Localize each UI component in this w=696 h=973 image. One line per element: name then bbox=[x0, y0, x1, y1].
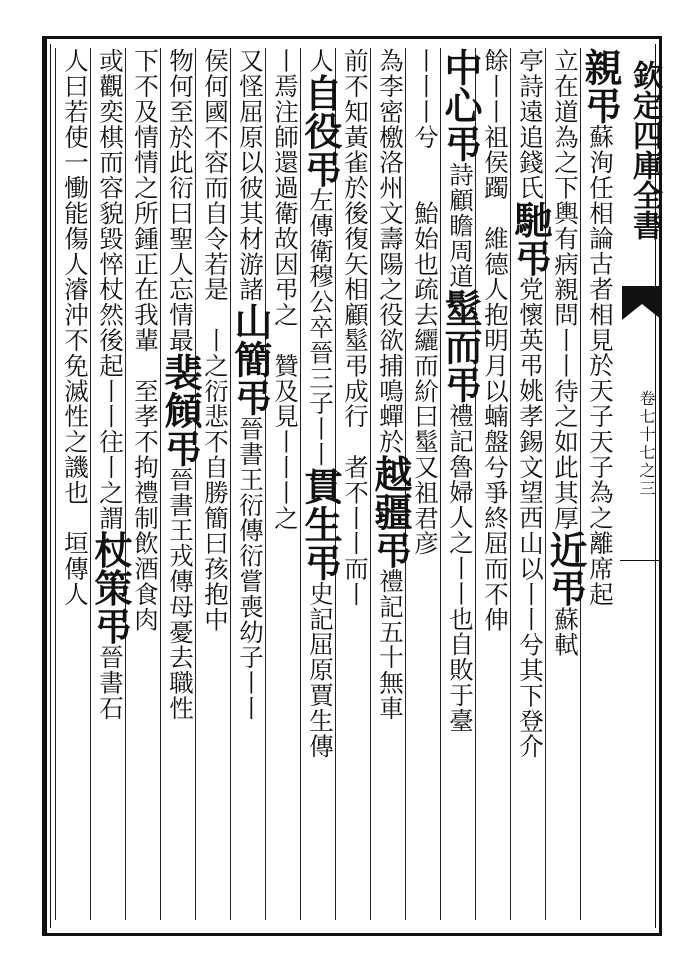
heading-character: 馳 bbox=[508, 200, 553, 239]
text-column bbox=[125, 48, 160, 920]
text-column bbox=[368, 48, 413, 920]
text-run: 禮記魯婦人之丨丨也自敗于臺 bbox=[446, 403, 475, 734]
column-text bbox=[298, 48, 343, 920]
column-text bbox=[88, 48, 133, 920]
text-column bbox=[228, 48, 273, 920]
text-column bbox=[438, 48, 483, 920]
margin-divider bbox=[620, 560, 660, 561]
text-run: 晉書石 bbox=[96, 644, 125, 721]
column-text bbox=[578, 48, 623, 920]
column-text bbox=[338, 48, 373, 920]
heading-character: 策 bbox=[88, 568, 133, 607]
heading-character: 生 bbox=[298, 504, 343, 543]
text-run: 前不知黃雀於後復矢相顧髽弔成行 者不丨丨而丨 bbox=[341, 48, 370, 607]
text-run: 晉書王戎傳母憂去職性 bbox=[166, 466, 195, 721]
text-column bbox=[298, 48, 343, 920]
heading-character: 弔 bbox=[88, 606, 133, 645]
column-text bbox=[543, 48, 588, 920]
text-run: 或觀奕棋而容貌毀悴杖然後起丨丨往丨之謂 bbox=[96, 48, 125, 531]
heading-character: 弔 bbox=[543, 568, 588, 607]
column-text bbox=[408, 48, 443, 920]
text-run: 下不及情情之所鍾正在我輩 至孝不拘禮制飲酒食肉 bbox=[131, 48, 160, 633]
heading-character: 弔 bbox=[298, 542, 343, 581]
text-run: 禮記五十無車 bbox=[376, 568, 405, 721]
fishtail-ornament bbox=[622, 286, 662, 320]
text-column bbox=[55, 48, 90, 920]
book-title: 欽定四庫全書 bbox=[627, 60, 662, 240]
text-run: 丨焉注師還過衛故因弔之 贊及見丨丨丨之 bbox=[271, 48, 300, 531]
heading-character: 杖 bbox=[88, 530, 133, 569]
heading-character: 親 bbox=[578, 48, 623, 86]
heading-character: 弔 bbox=[508, 238, 553, 277]
text-run: 晉書王衍傳衍嘗喪幼子丨丨 bbox=[236, 416, 265, 721]
text-run: 亭詩遠追錢氏 bbox=[516, 48, 545, 201]
heading-character: 簡 bbox=[228, 340, 273, 378]
heading-character: 自 bbox=[298, 73, 343, 112]
heading-character: 裴 bbox=[158, 352, 203, 391]
text-run: 丨丨丨兮 鮐始也疏去纚而紒曰髽又祖君彦 bbox=[411, 48, 440, 556]
text-column bbox=[543, 48, 588, 920]
column-text bbox=[438, 48, 483, 920]
heading-character: 弔 bbox=[298, 149, 343, 188]
heading-character: 中 bbox=[438, 48, 483, 86]
text-column bbox=[158, 48, 203, 920]
heading-character: 役 bbox=[298, 111, 343, 150]
column-text bbox=[58, 48, 93, 920]
text-run: 人曰若使一慟能傷人濬沖不免滅性之譏也 垣傳人 bbox=[61, 48, 90, 607]
heading-character: 弔 bbox=[228, 378, 273, 416]
text-run: 人 bbox=[306, 48, 335, 74]
column-text bbox=[228, 48, 273, 920]
heading-character: 而 bbox=[438, 327, 483, 365]
text-run: 蘇軾 bbox=[551, 606, 580, 658]
heading-character: 疆 bbox=[368, 492, 413, 531]
text-column bbox=[508, 48, 553, 920]
column-text bbox=[128, 48, 163, 920]
text-run: 立在道為之下輿有病親問丨丨待之如此其厚 bbox=[551, 48, 580, 531]
text-run: 左傳衛穆公卒晉三子丨丨 bbox=[306, 187, 335, 467]
text-column bbox=[265, 48, 300, 920]
column-text bbox=[368, 48, 413, 920]
text-run: 物何至於此衍曰聖人忘情最 bbox=[166, 48, 195, 353]
heading-character: 弔 bbox=[368, 530, 413, 569]
text-column bbox=[475, 48, 510, 920]
heading-character: 髽 bbox=[438, 289, 483, 327]
heading-character: 山 bbox=[228, 302, 273, 340]
text-run: 又怪屈原以彼其材游諸 bbox=[236, 48, 265, 302]
heading-character: 越 bbox=[368, 454, 413, 493]
heading-character: 弔 bbox=[578, 86, 623, 124]
text-run: 詩顧瞻周道 bbox=[446, 162, 475, 289]
column-text bbox=[268, 48, 303, 920]
text-column bbox=[578, 48, 623, 920]
heading-character: 心 bbox=[438, 86, 483, 124]
text-run: 史記屈原賈生傳 bbox=[306, 580, 335, 759]
text-run: 蘇洵任相論古者相見於天子天子為之離席起 bbox=[586, 124, 615, 607]
text-column bbox=[195, 48, 230, 920]
column-text bbox=[158, 48, 203, 920]
text-run: 為李密檄洛州文壽陽之役欲捕鳴蟬於 bbox=[376, 48, 405, 455]
text-run: 侯何國不容而自令若是 丨之衍悲不自勝簡曰孩抱中 bbox=[201, 48, 230, 633]
column-text bbox=[478, 48, 513, 920]
volume-label: 卷七十七之三 bbox=[637, 390, 656, 498]
heading-character: 頠 bbox=[158, 390, 203, 429]
heading-character: 近 bbox=[543, 530, 588, 569]
column-text bbox=[198, 48, 233, 920]
heading-character: 弔 bbox=[438, 365, 483, 403]
heading-character: 弔 bbox=[438, 124, 483, 162]
text-run: 餘丨丨祖侯躅 維德人抱明月以蝻盤兮爭終屈而不伸 bbox=[481, 48, 510, 633]
text-column bbox=[88, 48, 133, 920]
heading-character: 貫 bbox=[298, 466, 343, 505]
heading-character: 弔 bbox=[158, 428, 203, 467]
column-text bbox=[508, 48, 553, 920]
text-run: 党懷英弔姚孝錫文望西山以丨丨兮其下登介 bbox=[516, 276, 545, 760]
